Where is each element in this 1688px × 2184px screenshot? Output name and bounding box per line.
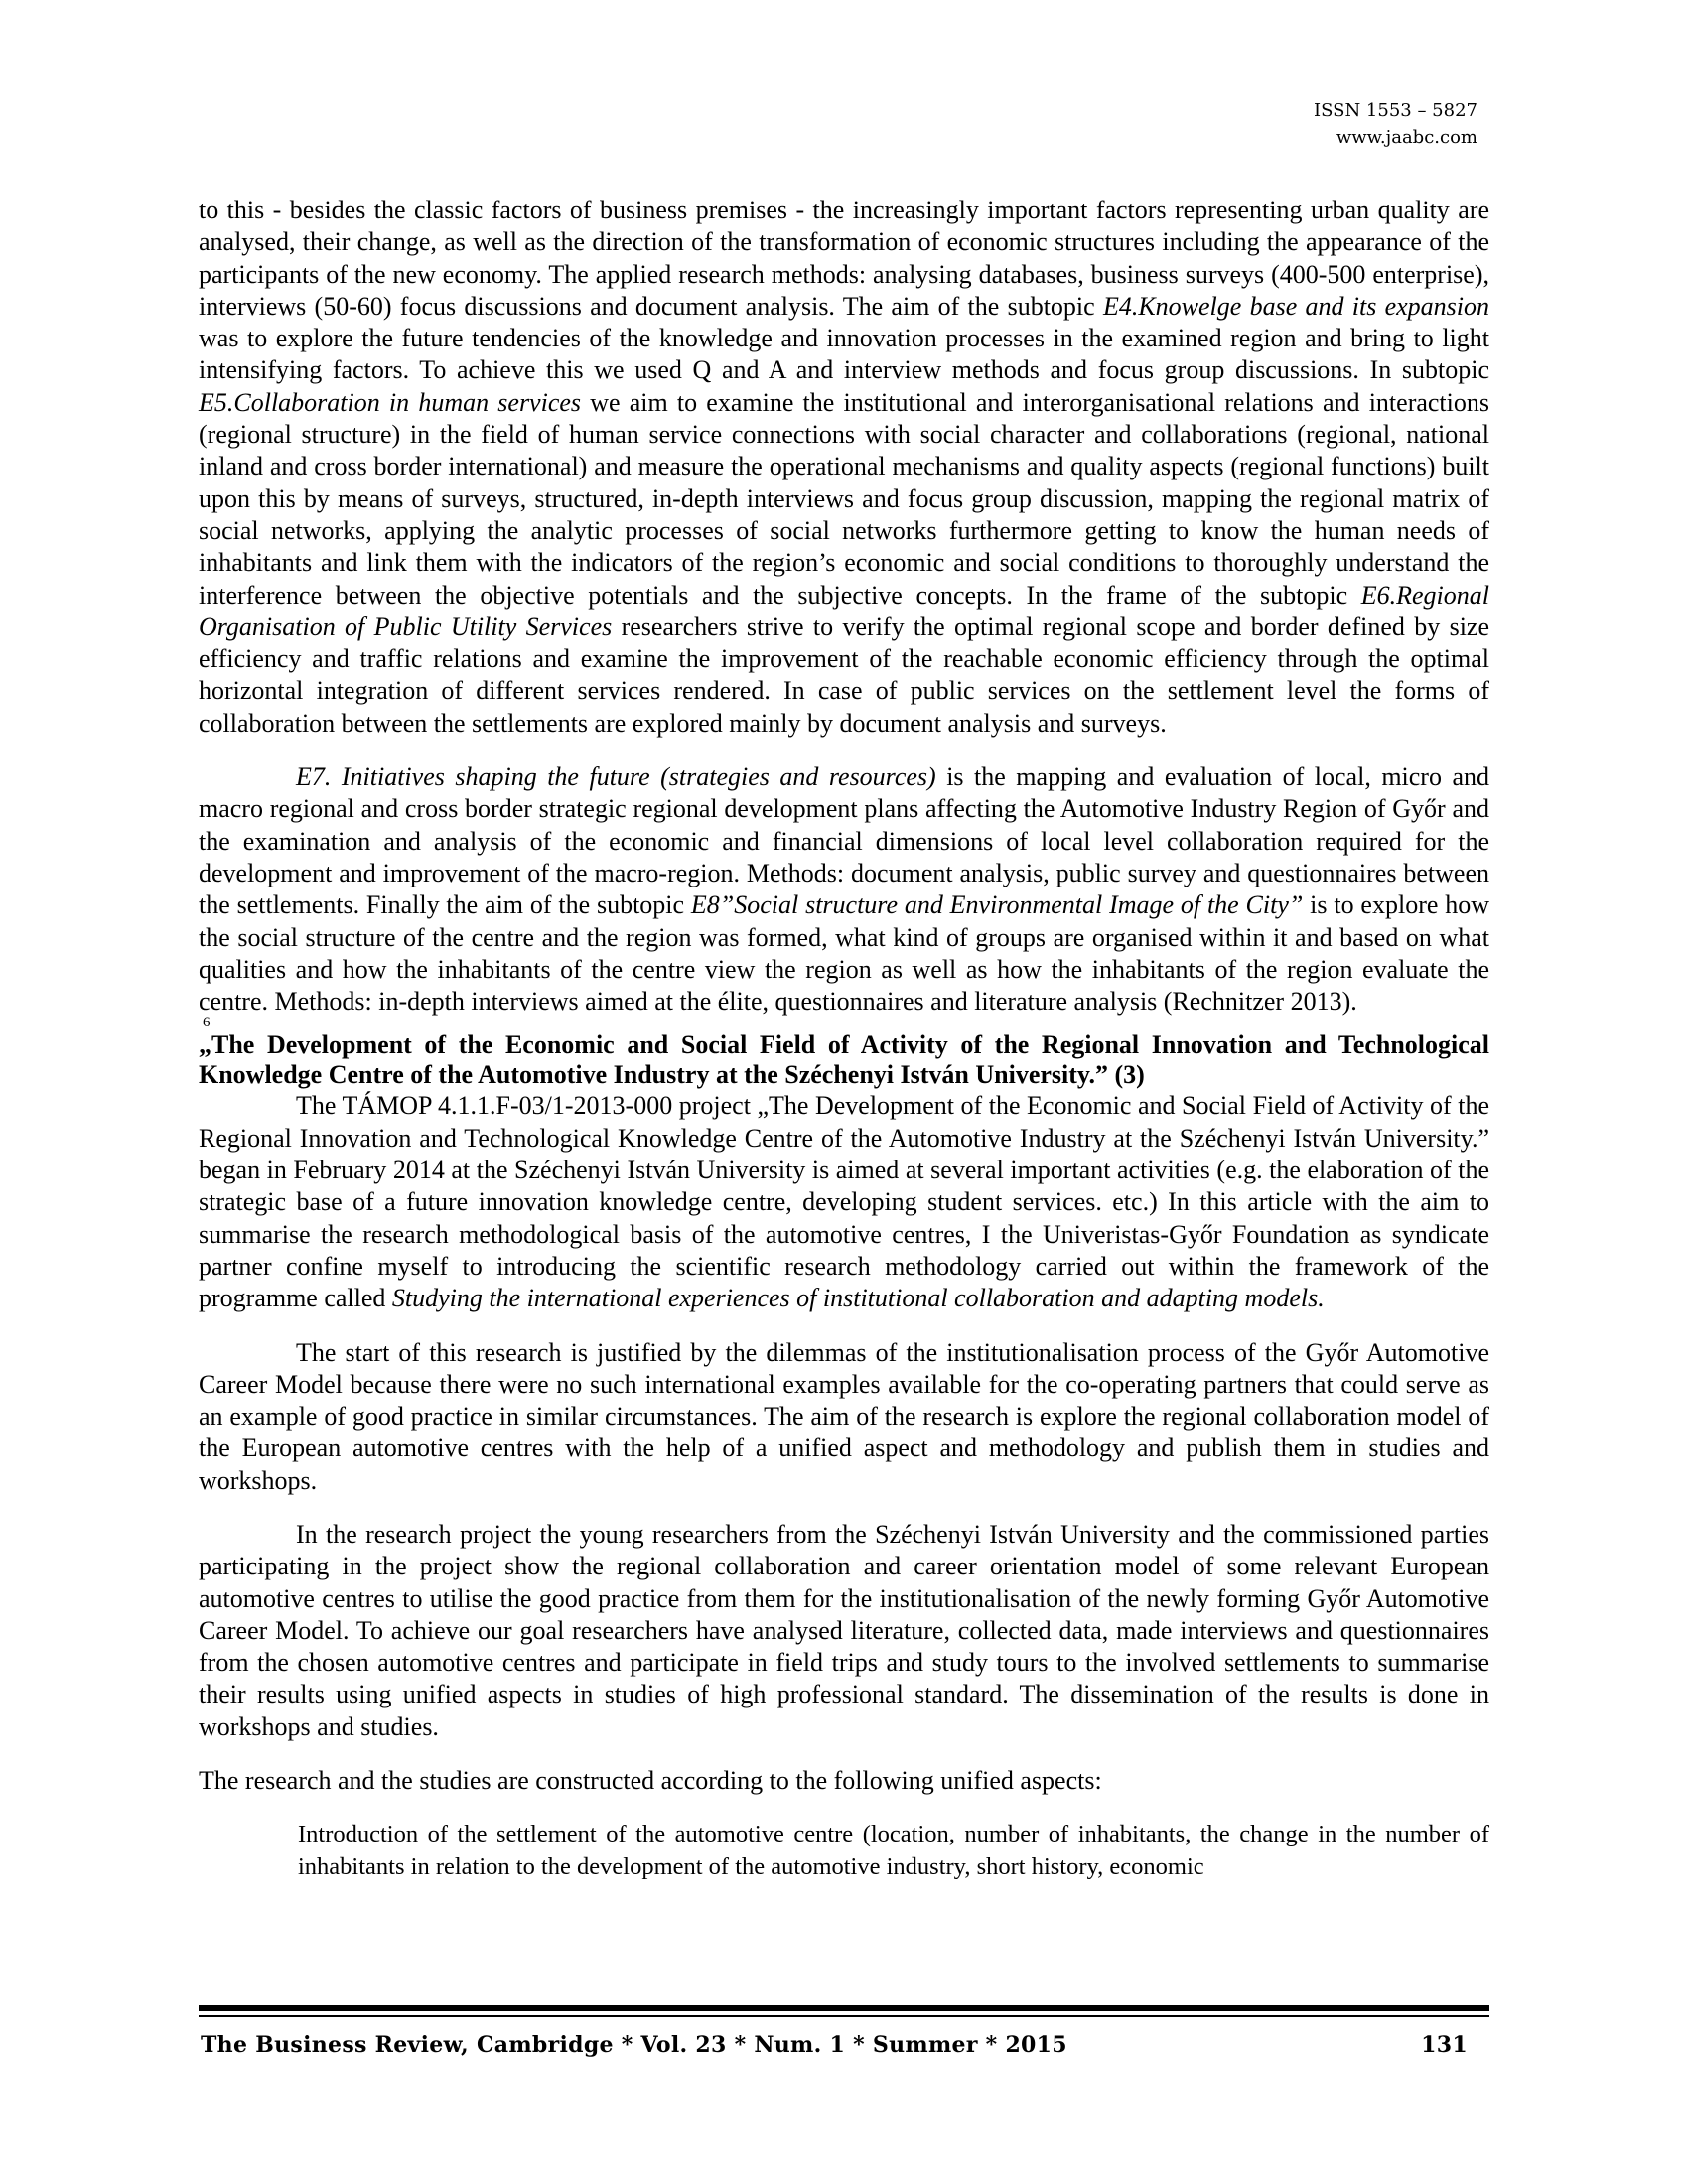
- paragraph-unified-aspects-intro: The research and the studies are constructed according to the following unified aspects:: [199, 1766, 1102, 1796]
- page-number: 131: [1421, 2032, 1468, 2058]
- paragraph-text: is to explore how the social structure of the centre and the region was formed, what kind of groups are organised within it and based on what qualities and how the inhabitants of the centre view the region as well as how the inhabitants of the region evaluate the centre. Methods: in-depth interviews aimed at the élite, questionnaires and literature analysis (Rechnitzer 2013).: [199, 890, 1490, 1017]
- paragraph-text: to this - besides the classic factors of business premises - the increasingly important factors representing urban quality are analysed, their change, as well as the direction of the transformation of economic structures including the appearance of the participants of the new economy. The applied research methods: analysing databases, business surveys (400-500 enterprise), interviews (50-60) focus discussions and document analysis. The aim of the subtopic: [199, 196, 1489, 321]
- subtopic-e4-title: E4.Knowelge base and its expansion: [1102, 291, 1489, 321]
- paragraph-text: The TÁMOP 4.1.1.F-03/1-2013-000 project „The Development of the Economic and Social Field of Activity of the Regional Innovation and Technological Knowledge Centre of the Automotive Industry at the Széchenyi István University.” began in February 2014 at the Széchenyi István University is aimed at several important activities (e.g. the elaboration of the strategic base of a future innovation knowledge centre, developing student services. etc.) In this article with the aim to summarise the research methodological basis of the automotive centres, I the Univeristas-Győr Foundation as syndicate partner confine myself to introducing the scientific research methodology carried out within the framework of the programme called: [199, 1091, 1489, 1313]
- footnote-marker: 6: [203, 1015, 211, 1031]
- section-heading: „The Development of the Economic and Social Field of Activity of the Regional Innovation and Technological Knowledge Centre of the Automotive Industry at the Széchenyi István University.” (3): [199, 1030, 1489, 1090]
- paragraph-project-intro: [199, 1090, 1489, 1314]
- paragraph-text: we aim to examine the institutional and interorganisational relations and interactions (regional structure) in the field of human service connections with social character and collaborations (regional, national inland and cross border international) and measure the operational mechanisms and quality aspects (regional functions) built upon this by means of surveys, structured, in-depth interviews and focus group discussion, mapping the regional matrix of social networks, applying the analytic processes of social networks furthermore getting to know the human needs of inhabitants and link them with the indicators of the region’s economic and social conditions to thoroughly understand the interference between the objective potentials and the subjective concepts. In the frame of the subtopic: [199, 387, 1489, 610]
- subtopic-e6-title: E6.Regional Organisation of Public Utility Services: [199, 580, 1489, 641]
- issn-number: ISSN 1553 – 5827: [1314, 100, 1477, 121]
- journal-citation: The Business Review, Cambridge * Vol. 23 * Num. 1 * Summer * 2015: [201, 2032, 1067, 2058]
- issn-header: [1314, 97, 1477, 151]
- paragraph-research-justification: The start of this research is justified by the dilemmas of the institutionalisation process of the Győr Automotive Career Model because there were no such international examples available for the co-operating partners that could serve as an example of good practice in similar circumstances. The aim of the research is explore the regional collaboration model of the European automotive centres with the help of a unified aspect and methodology and publish them in studies and workshops.: [199, 1337, 1489, 1495]
- footer-rule-thick: [199, 2005, 1489, 2011]
- page-body: [199, 195, 1489, 1883]
- paragraph-subtopics-e7-e8: [199, 761, 1489, 1018]
- page-footer: [201, 2032, 1468, 2058]
- subtopic-e8-title: E8”Social structure and Environmental Image of the City”: [690, 890, 1304, 920]
- paragraph-text: was to explore the future tendencies of the knowledge and innovation processes in the examined region and bring to light intensifying factors. To achieve this we used Q and A and interview methods and focus group discussions. In subtopic: [199, 324, 1489, 385]
- paragraph-text: researchers strive to verify the optimal regional scope and border defined by size efficiency and traffic relations and examine the improvement of the reachable economic efficiency through the optimal horizontal integration of different services rendered. In case of public services on the settlement level the forms of collaboration between the settlements are explored mainly by document analysis and surveys.: [199, 612, 1489, 738]
- footer-rule-thin: [199, 2015, 1489, 2017]
- subtopic-e7-title: E7. Initiatives shaping the future (strategies and resources): [296, 762, 936, 792]
- paragraph-text: is the mapping and evaluation of local, micro and macro regional and cross border strategic regional development plans affecting the Automotive Industry Region of Győr and the examination and analysis of the economic and financial dimensions of local level collaboration required for the development and improvement of the macro-region. Methods: document analysis, public survey and questionnaires between the settlements. Finally the aim of the subtopic: [199, 762, 1490, 920]
- paragraph-aspect-item: Introduction of the settlement of the automotive centre (location, number of inhabitants, the change in the number of inhabitants in relation to the development of the automotive industry, short history, economic: [298, 1821, 1489, 1880]
- paragraph-research-project: In the research project the young researchers from the Széchenyi István University and the commissioned parties participating in the project show the regional collaboration and career orientation model of some relevant European automotive centres to utilise the good practice from them for the institutionalisation of the newly forming Győr Automotive Career Model. To achieve our goal researchers have analysed literature, collected data, made interviews and questionnaires from the chosen automotive centres and participate in field trips and study tours to the involved settlements to summarise their results using unified aspects in studies of high professional standard. The dissemination of the results is done in workshops and studies.: [199, 1519, 1489, 1741]
- subtopic-e5-title: E5.Collaboration in human services: [199, 387, 582, 417]
- programme-title: Studying the international experiences of institutional collaboration and adapting models.: [391, 1284, 1325, 1313]
- journal-url: www.jaabc.com: [1336, 127, 1477, 148]
- paragraph-subtopics-e4-e6: [199, 195, 1489, 740]
